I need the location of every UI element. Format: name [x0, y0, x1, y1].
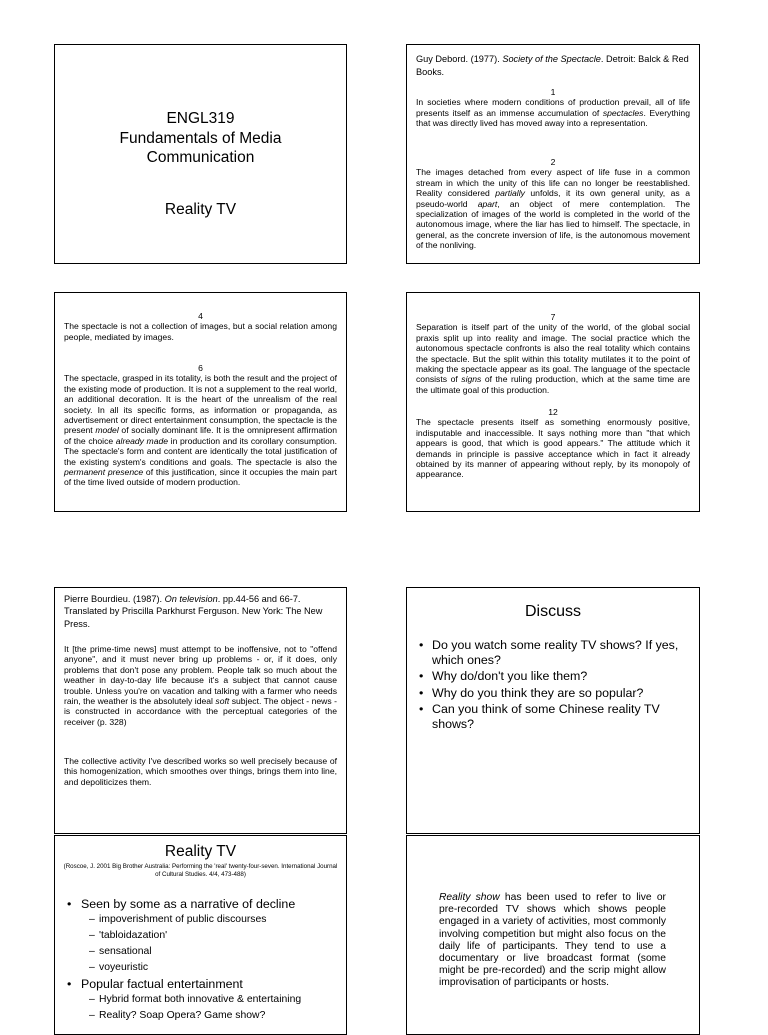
paragraph: The spectacle presents itself as something enormously positive, indisputable and inaccessible. It says nothing more than "that which appears is good, that which is good appears." The attitude which it demands in principle is passive acceptance which in fact it already obtained by its manner of appearing without reply, by its monopoly of appearance. — [416, 417, 690, 480]
section-7 — [416, 312, 690, 395]
text-run: In societies where modern conditions of production prevail, all of life presents itself as an immense accumulation of — [416, 97, 690, 118]
citation — [64, 593, 337, 630]
text-run-italic: model — [95, 425, 119, 436]
sub-list-wrapper — [63, 992, 342, 1024]
sub-list — [89, 992, 342, 1024]
list-item: • Do you watch some reality TV shows? If yes, which ones? — [415, 638, 693, 668]
sub-list-item: – voyeuristic — [89, 960, 342, 976]
defined-term: Reality show — [439, 892, 500, 903]
text-run-italic: signs — [461, 374, 482, 385]
text-run: unfolds, it its own general unity, as a pseudo-world — [416, 188, 690, 209]
section-number: 1 — [550, 87, 556, 97]
sub-list-item: – 'tabloidazation' — [89, 928, 342, 944]
citation-author: Pierre Bourdieu. (1987). — [64, 594, 165, 604]
paragraph: The spectacle is not a collection of images, but a social relation among people, mediated by images. — [64, 321, 337, 342]
list-item: • Why do/don't you like them? — [415, 669, 693, 684]
list-item: • Can you think of some Chinese reality TV shows? — [415, 702, 693, 732]
text-run: , an object of mere contemplation. The specialization of images of the world is completed in the world of the autonomous image, where the liar has lied to himself. The spectacle, in general, as the concrete inversion of life, is the autonomous movement of the nonliving. — [416, 198, 690, 251]
paragraph — [416, 97, 690, 128]
citation-title: Society of the Spectacle — [502, 54, 601, 64]
course-code: ENGL319 — [166, 110, 235, 127]
text-run: The images detached from every aspect of life fuse in a common stream in which the unity of this life can no longer be reestablished. Reality considered — [416, 167, 690, 199]
paragraph — [64, 373, 337, 487]
text-run: in production and its corollary consumption. The spectacle's form and content are identically the total justification of the existing system's conditions and goals. The spectacle is also the — [64, 435, 338, 467]
text-run-italic: spectacles — [602, 107, 644, 118]
citation-publisher: . pp.44-56 and 66-7. Translated by Priscilla Parkhurst Ferguson. New York: The New Press. — [64, 594, 323, 629]
list-item — [63, 976, 342, 992]
list-item-label: Seen by some as a narrative of decline — [81, 897, 296, 911]
text-run-italic: already made — [115, 435, 169, 446]
section-number: 4 — [198, 311, 203, 321]
text-run: of socially dominant life. It is the omnipresent affirmation of the choice — [64, 425, 337, 446]
text-run: subject. The object - news - is constructed in accordance with the perceptual categories of the receiver (p. 328) — [64, 696, 337, 727]
section-2 — [416, 157, 690, 251]
quote-paragraph: The collective activity I've described works so well precisely because of this homogenization, which smoothes over things, brings them into line, and depoliticizes them. — [64, 756, 337, 787]
text-run-italic: apart — [477, 198, 498, 209]
text-run: . Everything that was directly lived has moved away into a representation. — [416, 107, 690, 129]
course-name-line2: Communication — [146, 149, 255, 166]
slide-reality-tv — [54, 835, 347, 1035]
citation-publisher: . Detroit: Balck & Red Books. — [416, 54, 689, 77]
section-6 — [64, 363, 337, 488]
section-4 — [64, 311, 337, 342]
slide-heading: Discuss — [524, 603, 581, 620]
list-item-label: Popular factual entertainment — [81, 977, 243, 991]
sub-list — [89, 912, 342, 976]
slide-title — [54, 44, 347, 264]
slide-debord-1-2 — [406, 44, 700, 264]
quote-paragraph — [64, 644, 337, 727]
discussion-list — [415, 638, 693, 733]
citation-author: Guy Debord. (1977). — [416, 54, 503, 64]
slide-definition — [406, 835, 700, 1035]
list-item: • Why do you think they are so popular? — [415, 686, 693, 701]
text-run-italic: partially — [495, 188, 525, 199]
text-run: of this justification, since it occupies the main part of the time lived outside of modern production. — [64, 467, 337, 488]
paragraph — [416, 322, 690, 395]
section-number: 7 — [550, 312, 556, 322]
slide-bourdieu — [54, 587, 347, 834]
reference: (Roscoe, J. 2001 Big Brother Australia: Performing the 'real' twenty-four-seven. International Journal of Cultural Studies. 4/4, 473-488) — [63, 863, 338, 878]
slide-debord-4-6 — [54, 292, 347, 512]
slide-heading: Reality TV — [164, 843, 237, 860]
slide-debord-7-12 — [406, 292, 700, 512]
lecture-topic: Reality TV — [164, 201, 237, 218]
section-12 — [416, 407, 690, 480]
sub-list-wrapper — [63, 912, 342, 976]
section-1 — [416, 87, 690, 129]
citation-title: On television — [164, 594, 218, 604]
text-run: Separation is itself part of the unity of the world, of the global social praxis split up into reality and image. The social practice which the autonomous spectacle confronts is also the real totality which contains the spectacle. But the split within this totality mutilates it to the point of making the spectacle appear as its goal. The language of the spectacle consists of — [416, 322, 690, 385]
section-number: 2 — [550, 157, 556, 167]
text-run-italic: soft — [215, 696, 230, 707]
definition-paragraph — [439, 892, 666, 990]
text-run-italic: permanent presence — [64, 467, 144, 478]
section-number: 6 — [198, 363, 203, 373]
text-run: of the ruling production, which at the same time are the ultimate goal of this production. — [416, 374, 690, 395]
citation — [416, 53, 690, 78]
course-title — [55, 109, 346, 168]
list-item — [63, 896, 342, 912]
paragraph — [416, 167, 690, 250]
outline-list — [63, 896, 342, 1024]
sub-list-item: – impoverishment of public discourses — [89, 912, 342, 928]
text-run: It [the prime-time news] must attempt to be inoffensive, not to "offend anyone", and it must never bring up problems - or, if it does, only problems that don't pose any problem. People talk so much about the weather in day-to-day life because it's a subject that cannot cause trouble. Unless you're on vacation and talking with a farmer who needs rain, the weather is the absolutely ideal — [64, 644, 337, 707]
text-run: The spectacle, grasped in its totality, is both the result and the project of the existing mode of production. It is not a supplement to the real world, an additional decoration. It is the heart of the unrealism of the real society. In all its specific forms, as information or propaganda, as advertisement or direct entertainment consumption, the spectacle is the present — [64, 373, 337, 436]
sub-list-item: – Reality? Soap Opera? Game show? — [89, 1008, 342, 1024]
section-number: 12 — [548, 407, 558, 417]
sub-list-item: – Hybrid format both innovative & entertaining — [89, 992, 342, 1008]
slide-discuss — [406, 587, 700, 834]
course-name-line1: Fundamentals of Media — [119, 129, 282, 147]
definition-text: has been used to refer to live or pre-recorded TV shows which shows people engaged in a variety of activities, most commonly involving competition but might also focus on the daily life of participants. They tend to use a documentary or live broadcast format (some might be pre-recorded) and the scrip might allow improvisation of participants or hosts. — [439, 892, 666, 989]
sub-list-item: – sensational — [89, 944, 342, 960]
